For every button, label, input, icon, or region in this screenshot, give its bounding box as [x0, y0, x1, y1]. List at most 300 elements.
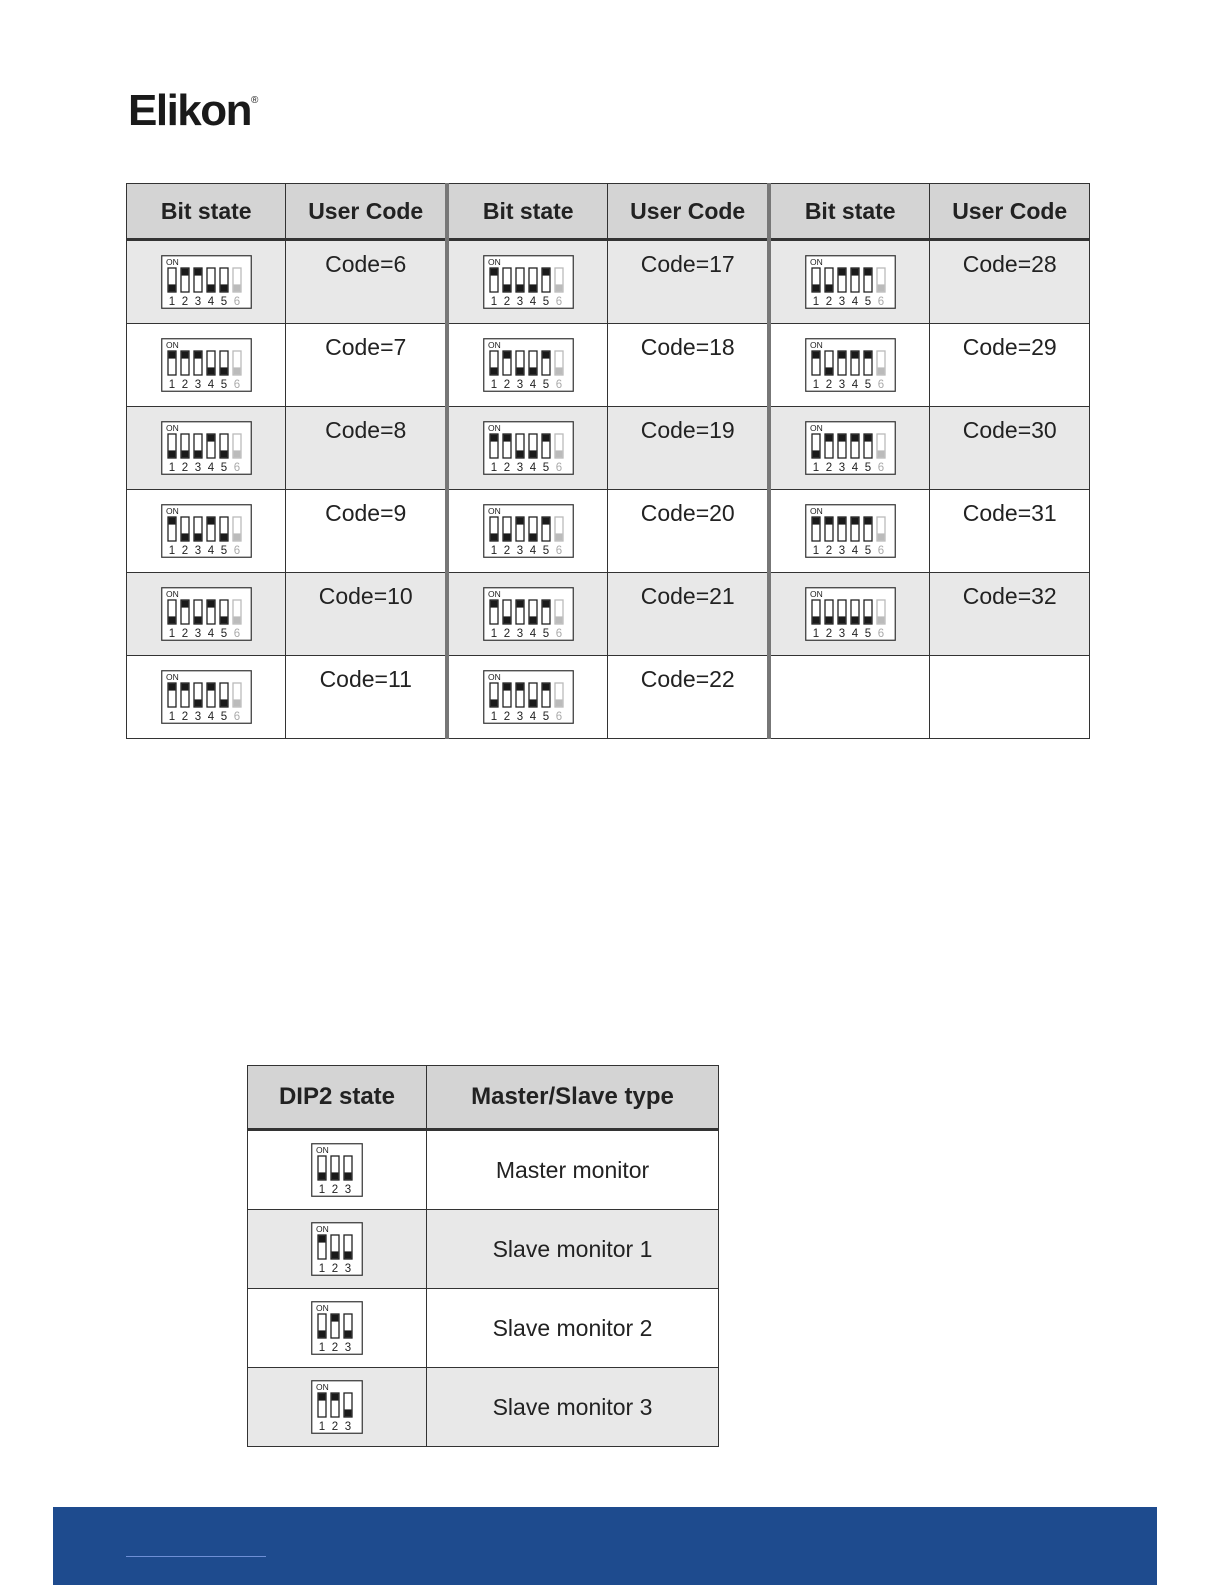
- dip-switch-lever: [838, 518, 845, 525]
- dip-switch-lever: [825, 284, 832, 291]
- col-header-bit-state: Bit state: [127, 184, 286, 240]
- dip-switch-lever: [555, 284, 562, 291]
- user-code-cell: Code=20: [608, 490, 769, 573]
- dip-switch-number: 2: [181, 462, 188, 474]
- dip-switch-lever: [345, 1409, 352, 1416]
- user-code-cell: Code=18: [608, 324, 769, 407]
- dip-switch-diagram: [161, 670, 252, 724]
- dip-switch-number: 1: [490, 545, 497, 557]
- bit-state-cell: [447, 656, 608, 739]
- dip-switch-number: 2: [503, 711, 510, 723]
- user-code-cell: Code=11: [286, 656, 447, 739]
- col-header-bit-state: Bit state: [769, 184, 930, 240]
- dip-switch-number: 3: [344, 1342, 352, 1354]
- master-slave-type-cell: Slave monitor 3: [427, 1368, 719, 1447]
- dip-switch-number: 5: [542, 628, 549, 640]
- dip-switch-number: 5: [220, 545, 227, 557]
- table-row: [248, 1289, 719, 1368]
- dip-switch-number: 6: [877, 296, 884, 308]
- dip-switch-lever: [194, 616, 201, 623]
- dip-switch-number: 3: [516, 545, 523, 557]
- dip-on-label: ON: [487, 257, 501, 267]
- dip-switch-lever: [812, 616, 819, 623]
- dip-switch-lever: [812, 450, 819, 457]
- dip-switch-lever: [168, 352, 175, 359]
- dip-switch-diagram: [483, 338, 574, 392]
- dip-switch-lever: [194, 450, 201, 457]
- dip-switch-number: 5: [220, 379, 227, 391]
- dip-switch-lever: [516, 450, 523, 457]
- dip-switch-number: 2: [503, 462, 510, 474]
- dip-on-label: ON: [809, 506, 823, 516]
- dip-switch-lever: [233, 699, 240, 706]
- dip-switch-lever: [542, 352, 549, 359]
- dip-on-label: ON: [809, 257, 823, 267]
- dip-switch-number: 2: [181, 545, 188, 557]
- dip-switch-lever: [345, 1172, 352, 1179]
- dip-switch-lever: [877, 284, 884, 291]
- dip-on-label: ON: [809, 589, 823, 599]
- dip-switch-lever: [825, 616, 832, 623]
- dip-switch-number: 3: [516, 628, 523, 640]
- dip-switch-lever: [220, 616, 227, 623]
- dip-on-label: ON: [487, 506, 501, 516]
- bit-state-cell: [127, 407, 286, 490]
- bit-state-cell: [447, 240, 608, 324]
- dip-switch-number: 1: [318, 1184, 326, 1196]
- dip-switch-number: 5: [542, 296, 549, 308]
- dip-switch-lever: [503, 533, 510, 540]
- dip-switch-lever: [168, 450, 175, 457]
- dip-on-label: ON: [165, 340, 179, 350]
- dip-switch-number: 5: [220, 711, 227, 723]
- dip-switch-number: 2: [181, 711, 188, 723]
- dip-switch-lever: [220, 284, 227, 291]
- dip-switch-diagram: [161, 338, 252, 392]
- dip-switch-number: 4: [851, 628, 858, 640]
- col-header-user-code: User Code: [608, 184, 769, 240]
- dip-switch-lever: [345, 1330, 352, 1337]
- user-code-cell: Code=7: [286, 324, 447, 407]
- dip-switch-number: 2: [503, 379, 510, 391]
- dip-on-label: ON: [487, 423, 501, 433]
- dip-switch-number: 3: [838, 628, 845, 640]
- dip-switch-lever: [207, 518, 214, 525]
- col-header-master-slave-type: Master/Slave type: [427, 1066, 719, 1130]
- user-code-cell: Code=21: [608, 573, 769, 656]
- dip-switch-number: 3: [194, 462, 201, 474]
- dip-switch-lever: [877, 616, 884, 623]
- dip-switch-number: 4: [529, 711, 536, 723]
- bit-state-cell: [127, 573, 286, 656]
- dip-switch-number: 5: [864, 545, 871, 557]
- dip-switch-lever: [194, 699, 201, 706]
- dip-switch-number: 5: [542, 711, 549, 723]
- dip-switch-number: 3: [516, 711, 523, 723]
- dip-switch-number: 1: [168, 545, 175, 557]
- dip2-state-cell: [248, 1130, 427, 1210]
- bit-state-cell: [769, 407, 930, 490]
- dip-switch-lever: [516, 518, 523, 525]
- dip-switch-diagram: [311, 1301, 363, 1355]
- dip-switch-lever: [555, 533, 562, 540]
- dip-switch-lever: [542, 435, 549, 442]
- dip-switch-lever: [516, 284, 523, 291]
- dip-on-label: ON: [316, 1303, 329, 1313]
- dip-switch-number: 5: [220, 296, 227, 308]
- dip-switch-number: 3: [194, 379, 201, 391]
- dip-switch-lever: [319, 1236, 326, 1243]
- dip-switch-lever: [332, 1315, 339, 1322]
- dip-switch-number: 3: [838, 296, 845, 308]
- table-row: [248, 1368, 719, 1447]
- dip-switch-number: 6: [555, 462, 562, 474]
- dip-switch-lever: [529, 699, 536, 706]
- dip-switch-lever: [319, 1330, 326, 1337]
- dip-switch-number: 5: [220, 628, 227, 640]
- dip-on-label: ON: [487, 340, 501, 350]
- dip-switch-number: 4: [529, 296, 536, 308]
- dip-on-label: ON: [487, 672, 501, 682]
- dip2-state-cell: [248, 1210, 427, 1289]
- dip-switch-number: 4: [207, 296, 214, 308]
- dip-switch-number: 1: [168, 628, 175, 640]
- dip-switch-lever: [851, 616, 858, 623]
- dip-switch-diagram: [161, 504, 252, 558]
- dip-switch-number: 2: [503, 545, 510, 557]
- dip-switch-lever: [181, 450, 188, 457]
- code-table-header-row: [127, 184, 1090, 240]
- dip-switch-number: 6: [233, 545, 240, 557]
- dip-switch-number: 1: [490, 462, 497, 474]
- dip-on-label: ON: [316, 1224, 329, 1234]
- dip-switch-lever: [220, 450, 227, 457]
- dip-switch-number: 1: [812, 379, 819, 391]
- dip-switch-number: 4: [207, 628, 214, 640]
- dip-switch-lever: [851, 269, 858, 276]
- dip-switch-lever: [542, 684, 549, 691]
- bit-state-cell: [769, 240, 930, 324]
- dip-switch-lever: [864, 435, 871, 442]
- dip-switch-lever: [542, 269, 549, 276]
- dip-switch-number: 4: [851, 462, 858, 474]
- table-row: [127, 324, 1090, 407]
- dip-switch-number: 3: [344, 1263, 352, 1275]
- dip-switch-number: 5: [864, 462, 871, 474]
- dip-switch-number: 5: [864, 628, 871, 640]
- dip-switch-number: 4: [207, 545, 214, 557]
- dip-switch-number: 6: [555, 628, 562, 640]
- user-code-cell: Code=19: [608, 407, 769, 490]
- dip-switch-lever: [168, 616, 175, 623]
- dip-switch-number: 6: [233, 628, 240, 640]
- user-code-cell: Code=6: [286, 240, 447, 324]
- dip-switch-number: 1: [812, 462, 819, 474]
- dip-switch-number: 2: [503, 296, 510, 308]
- dip-switch-number: 4: [207, 462, 214, 474]
- dip-switch-lever: [838, 435, 845, 442]
- dip-switch-lever: [207, 367, 214, 374]
- footer-bar: [53, 1507, 1157, 1585]
- dip-switch-lever: [220, 367, 227, 374]
- master-slave-type-cell: Slave monitor 2: [427, 1289, 719, 1368]
- dip-switch-diagram: [483, 670, 574, 724]
- dip-switch-number: 4: [851, 379, 858, 391]
- bit-state-cell: [447, 407, 608, 490]
- table-row: [127, 407, 1090, 490]
- dip-switch-number: 1: [812, 296, 819, 308]
- dip2-state-cell: [248, 1368, 427, 1447]
- dip-switch-number: 4: [529, 545, 536, 557]
- dip-switch-lever: [490, 699, 497, 706]
- dip-switch-number: 1: [168, 379, 175, 391]
- dip-switch-lever: [838, 269, 845, 276]
- bit-state-cell: [127, 324, 286, 407]
- dip-switch-diagram: [805, 421, 896, 475]
- dip-switch-lever: [168, 284, 175, 291]
- dip-switch-lever: [503, 284, 510, 291]
- dip-switch-lever: [529, 616, 536, 623]
- master-slave-type-cell: Master monitor: [427, 1130, 719, 1210]
- dip-on-label: ON: [809, 423, 823, 433]
- user-code-cell: Code=17: [608, 240, 769, 324]
- dip-switch-lever: [877, 367, 884, 374]
- dip-switch-diagram: [161, 587, 252, 641]
- dip-on-label: ON: [165, 672, 179, 682]
- dip-switch-lever: [181, 684, 188, 691]
- dip-switch-lever: [207, 601, 214, 608]
- dip-switch-lever: [529, 450, 536, 457]
- master-slave-type-cell: Slave monitor 1: [427, 1210, 719, 1289]
- dip-switch-lever: [516, 601, 523, 608]
- dip-switch-number: 6: [233, 296, 240, 308]
- bit-state-cell: [769, 324, 930, 407]
- dip-switch-lever: [345, 1251, 352, 1258]
- dip-switch-number: 4: [207, 711, 214, 723]
- bit-state-cell: [769, 656, 930, 739]
- bit-state-cell: [127, 656, 286, 739]
- dip-switch-lever: [181, 533, 188, 540]
- dip-switch-number: 5: [542, 545, 549, 557]
- bit-state-cell: [769, 490, 930, 573]
- dip-switch-number: 4: [851, 296, 858, 308]
- dip-switch-lever: [233, 616, 240, 623]
- dip-switch-lever: [825, 367, 832, 374]
- dip-switch-number: 2: [825, 296, 832, 308]
- dip-switch-lever: [207, 684, 214, 691]
- dip-switch-lever: [490, 367, 497, 374]
- dip-switch-number: 1: [490, 296, 497, 308]
- dip-switch-number: 5: [542, 462, 549, 474]
- dip-switch-number: 3: [516, 379, 523, 391]
- dip-switch-lever: [877, 533, 884, 540]
- dip-switch-lever: [207, 435, 214, 442]
- dip-switch-number: 2: [181, 379, 188, 391]
- dip-switch-number: 5: [864, 296, 871, 308]
- dip-switch-lever: [319, 1172, 326, 1179]
- dip-switch-number: 2: [181, 628, 188, 640]
- col-header-bit-state: Bit state: [447, 184, 608, 240]
- dip-on-label: ON: [165, 423, 179, 433]
- user-code-cell: Code=22: [608, 656, 769, 739]
- dip-switch-lever: [812, 352, 819, 359]
- dip-switch-lever: [490, 269, 497, 276]
- dip-switch-number: 3: [838, 379, 845, 391]
- dip-switch-number: 2: [331, 1263, 339, 1275]
- dip-switch-number: 6: [555, 711, 562, 723]
- dip-switch-number: 6: [233, 379, 240, 391]
- user-code-cell: Code=8: [286, 407, 447, 490]
- dip-switch-lever: [529, 284, 536, 291]
- dip-switch-diagram: [161, 255, 252, 309]
- dip-switch-number: 1: [168, 711, 175, 723]
- dip-switch-number: 1: [318, 1421, 326, 1433]
- user-code-table: [126, 183, 1090, 739]
- dip-switch-number: 3: [194, 711, 201, 723]
- dip-switch-lever: [332, 1251, 339, 1258]
- dip-on-label: ON: [487, 589, 501, 599]
- dip-switch-number: 3: [344, 1184, 352, 1196]
- dip-on-label: ON: [316, 1382, 329, 1392]
- dip-switch-lever: [812, 284, 819, 291]
- dip-switch-number: 1: [168, 462, 175, 474]
- bit-state-cell: [127, 490, 286, 573]
- dip-switch-lever: [490, 533, 497, 540]
- user-code-cell: Code=31: [930, 490, 1090, 573]
- dip-on-label: ON: [316, 1145, 329, 1155]
- dip-switch-lever: [542, 518, 549, 525]
- dip-switch-number: 4: [529, 379, 536, 391]
- bit-state-cell: [127, 240, 286, 324]
- dip-switch-number: 6: [877, 462, 884, 474]
- dip-switch-number: 2: [825, 462, 832, 474]
- dip-switch-lever: [181, 352, 188, 359]
- dip-switch-diagram: [311, 1380, 363, 1434]
- dip-switch-lever: [207, 284, 214, 291]
- dip-switch-lever: [555, 616, 562, 623]
- dip-switch-lever: [877, 450, 884, 457]
- dip-switch-number: 2: [181, 296, 188, 308]
- dip-switch-lever: [864, 269, 871, 276]
- dip-switch-lever: [194, 269, 201, 276]
- dip-switch-lever: [864, 518, 871, 525]
- footer-link-underline: [126, 1556, 266, 1557]
- dip-switch-lever: [851, 518, 858, 525]
- dip-switch-diagram: [483, 421, 574, 475]
- dip-switch-lever: [825, 518, 832, 525]
- dip-switch-lever: [233, 284, 240, 291]
- dip-switch-number: 1: [168, 296, 175, 308]
- dip-switch-diagram: [805, 255, 896, 309]
- dip-switch-number: 4: [529, 628, 536, 640]
- dip-switch-lever: [864, 616, 871, 623]
- dip-switch-lever: [181, 269, 188, 276]
- table-row: [248, 1210, 719, 1289]
- dip-switch-number: 1: [490, 711, 497, 723]
- dip-switch-diagram: [311, 1143, 363, 1197]
- dip-switch-lever: [332, 1394, 339, 1401]
- dip-on-label: ON: [165, 506, 179, 516]
- dip-switch-lever: [851, 352, 858, 359]
- dip-switch-number: 6: [233, 711, 240, 723]
- dip-switch-number: 5: [220, 462, 227, 474]
- dip-on-label: ON: [809, 340, 823, 350]
- dip-switch-lever: [503, 435, 510, 442]
- dip-switch-lever: [555, 450, 562, 457]
- dip-switch-number: 3: [194, 296, 201, 308]
- table-row: [127, 656, 1090, 739]
- dip-switch-number: 2: [825, 545, 832, 557]
- dip-switch-lever: [490, 435, 497, 442]
- dip-switch-lever: [825, 435, 832, 442]
- table-row: [248, 1130, 719, 1210]
- user-code-cell: Code=29: [930, 324, 1090, 407]
- dip-switch-number: 1: [490, 379, 497, 391]
- dip-switch-number: 2: [825, 379, 832, 391]
- col-header-user-code: User Code: [286, 184, 447, 240]
- dip-switch-number: 3: [344, 1421, 352, 1433]
- dip-switch-number: 2: [331, 1421, 339, 1433]
- dip-switch-number: 1: [490, 628, 497, 640]
- dip-switch-lever: [181, 601, 188, 608]
- table-row: [127, 573, 1090, 656]
- dip-switch-diagram: [161, 421, 252, 475]
- dip-switch-diagram: [805, 338, 896, 392]
- dip2-table-header-row: [248, 1066, 719, 1130]
- dip-switch-number: 6: [877, 628, 884, 640]
- dip-switch-number: 1: [812, 545, 819, 557]
- user-code-cell: Code=9: [286, 490, 447, 573]
- dip-switch-lever: [168, 684, 175, 691]
- dip-switch-lever: [542, 601, 549, 608]
- dip-on-label: ON: [165, 589, 179, 599]
- brand-logo: [128, 86, 257, 136]
- dip-switch-lever: [503, 616, 510, 623]
- dip-switch-lever: [851, 435, 858, 442]
- dip-switch-lever: [555, 699, 562, 706]
- dip-switch-number: 1: [318, 1342, 326, 1354]
- dip-switch-number: 2: [331, 1342, 339, 1354]
- table-row: [127, 490, 1090, 573]
- bit-state-cell: [447, 490, 608, 573]
- dip-switch-number: 5: [542, 379, 549, 391]
- bit-state-cell: [769, 573, 930, 656]
- dip-switch-lever: [838, 616, 845, 623]
- registered-mark: ®: [251, 95, 257, 107]
- dip-switch-number: 2: [825, 628, 832, 640]
- dip-switch-diagram: [805, 587, 896, 641]
- dip-switch-diagram: [483, 255, 574, 309]
- dip-switch-number: 6: [555, 379, 562, 391]
- dip-switch-number: 3: [838, 545, 845, 557]
- dip-switch-number: 6: [555, 545, 562, 557]
- dip-switch-lever: [529, 367, 536, 374]
- dip-switch-lever: [233, 450, 240, 457]
- table-row: [127, 240, 1090, 324]
- dip-switch-number: 3: [194, 628, 201, 640]
- dip-switch-number: 3: [516, 296, 523, 308]
- dip-switch-number: 4: [207, 379, 214, 391]
- dip-on-label: ON: [165, 257, 179, 267]
- dip-switch-diagram: [483, 587, 574, 641]
- user-code-cell: Code=32: [930, 573, 1090, 656]
- dip2-master-slave-table: [247, 1065, 719, 1447]
- dip-switch-number: 4: [851, 545, 858, 557]
- dip-switch-number: 1: [318, 1263, 326, 1275]
- dip-switch-lever: [490, 601, 497, 608]
- user-code-cell: Code=28: [930, 240, 1090, 324]
- dip-switch-number: 6: [877, 545, 884, 557]
